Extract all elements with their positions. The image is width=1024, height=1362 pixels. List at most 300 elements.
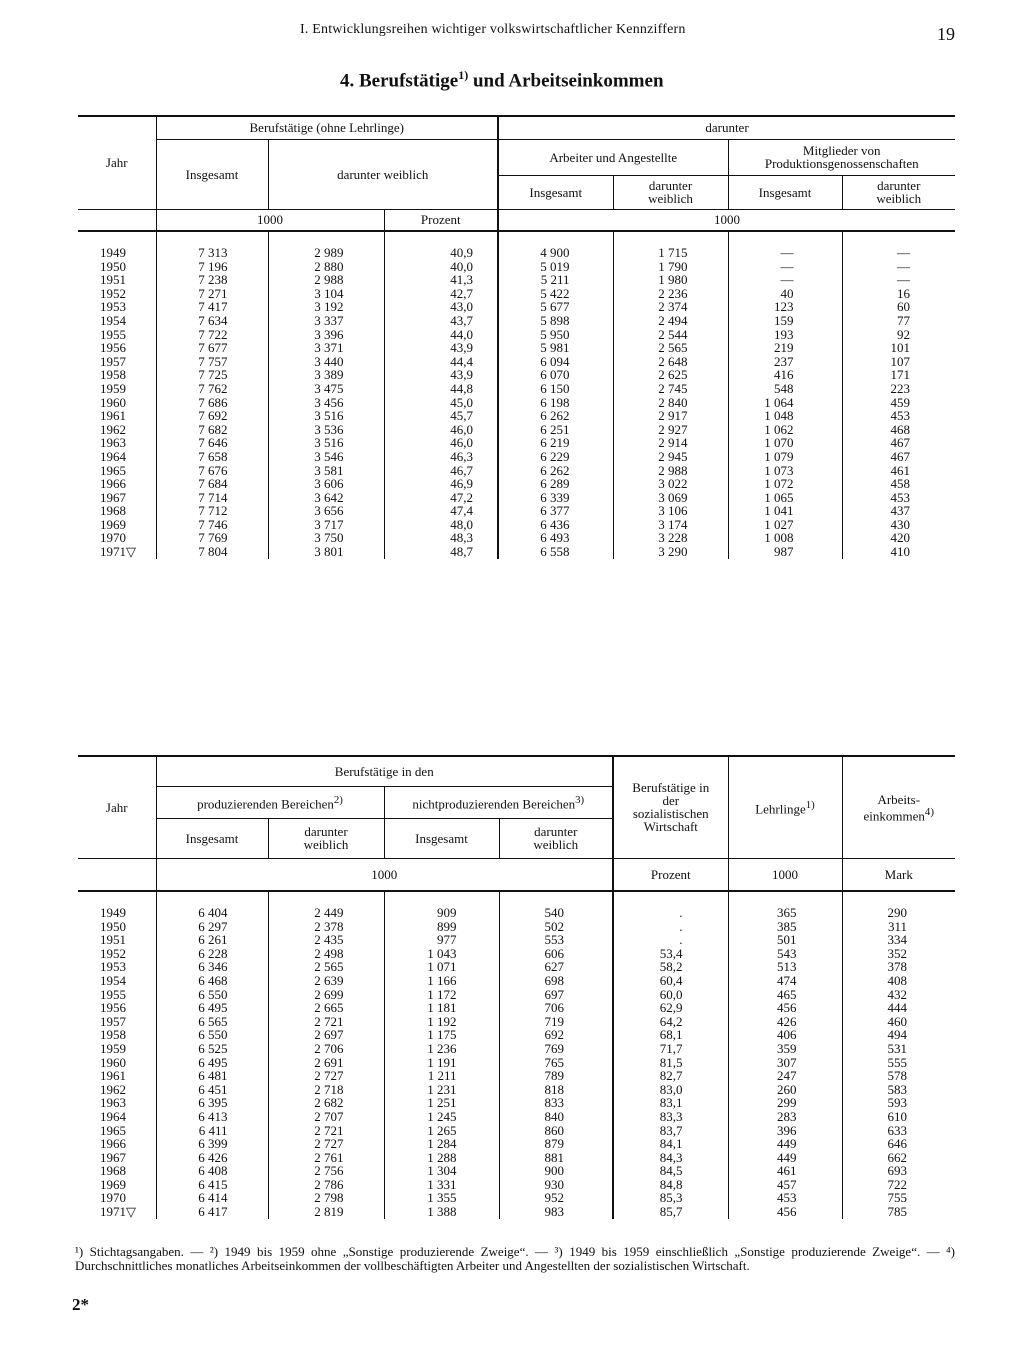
table-row	[78, 1056, 955, 1070]
year-cell: 1969	[100, 1176, 126, 1192]
value-cell: 7 757	[156, 355, 268, 369]
value-cell: 290	[842, 891, 955, 920]
table-row	[78, 1164, 955, 1178]
value-cell: 2 819	[268, 1205, 384, 1219]
year-cell: 1953	[100, 299, 126, 315]
value-cell: 41,3	[384, 273, 498, 287]
value-cell: 5 677	[498, 300, 613, 314]
value-cell: 2 544	[613, 328, 728, 342]
value-cell: 1 388	[384, 1205, 499, 1219]
year-cell: 1967	[100, 489, 126, 505]
value-cell: 2 989	[268, 231, 384, 260]
table-row	[78, 491, 955, 505]
value-cell: 6 558	[498, 545, 613, 559]
value-cell: —	[728, 273, 842, 287]
value-cell: 460	[842, 1015, 955, 1029]
value-cell: 1 211	[384, 1069, 499, 1083]
table-row	[78, 287, 955, 301]
unit-1000: 1000	[156, 858, 613, 891]
value-cell: 7 313	[156, 231, 268, 260]
value-cell: 449	[728, 1151, 842, 1165]
value-cell: 1 175	[384, 1028, 499, 1042]
value-cell: 43,0	[384, 300, 498, 314]
value-cell: 1 027	[728, 518, 842, 532]
value-cell: 6 297	[156, 920, 268, 934]
value-cell: 693	[842, 1164, 955, 1178]
col-aa-weiblich: darunter weiblich	[613, 175, 728, 209]
value-cell: 171	[842, 368, 955, 382]
col-produzierend	[156, 786, 384, 818]
value-cell: 785	[842, 1205, 955, 1219]
value-cell: 7 712	[156, 504, 268, 518]
value-cell: 85,7	[613, 1205, 728, 1219]
value-cell: 1 070	[728, 436, 842, 450]
col-berufstaetige: Berufstätige (ohne Lehrlinge)	[156, 116, 498, 139]
col-nprod-insgesamt: Insgesamt	[384, 818, 499, 858]
value-cell: 2 665	[268, 1001, 384, 1015]
value-cell: 6 070	[498, 368, 613, 382]
value-cell: 1 065	[728, 491, 842, 505]
value-cell: 45,0	[384, 396, 498, 410]
value-cell: 7 677	[156, 341, 268, 355]
value-cell: 219	[728, 341, 842, 355]
year-cell: 1966	[100, 1136, 126, 1152]
value-cell: 64,2	[613, 1015, 728, 1029]
value-cell: 1 251	[384, 1096, 499, 1110]
value-cell: 1 073	[728, 464, 842, 478]
value-cell: 2 236	[613, 287, 728, 301]
value-cell: 83,3	[613, 1110, 728, 1124]
value-cell: 697	[499, 988, 613, 1002]
value-cell: 42,7	[384, 287, 498, 301]
value-cell: 3 546	[268, 450, 384, 464]
value-cell: 45,7	[384, 409, 498, 423]
value-cell: 467	[842, 450, 955, 464]
col-arbeitseinkommen	[842, 756, 955, 858]
value-cell: 1 980	[613, 273, 728, 287]
value-cell: 6 261	[156, 933, 268, 947]
value-cell: 6 262	[498, 464, 613, 478]
value-cell: 879	[499, 1137, 613, 1151]
value-cell: 6 228	[156, 947, 268, 961]
year-cell: 1958	[100, 367, 126, 383]
year-cell: 1964	[100, 1108, 126, 1124]
value-cell: 543	[728, 947, 842, 961]
value-cell: 82,7	[613, 1069, 728, 1083]
table-row	[78, 1110, 955, 1124]
year-cell: 1962	[100, 421, 126, 437]
value-cell: 83,0	[613, 1083, 728, 1097]
title-rest: und Arbeitseinkommen	[468, 70, 664, 92]
value-cell: 365	[728, 891, 842, 920]
value-cell: 3 337	[268, 314, 384, 328]
value-cell: 449	[728, 1137, 842, 1151]
value-cell: 68,1	[613, 1028, 728, 1042]
value-cell: 83,7	[613, 1124, 728, 1138]
value-cell: 40,0	[384, 260, 498, 274]
value-cell: 7 676	[156, 464, 268, 478]
col-lehrlinge	[728, 756, 842, 858]
table-row	[78, 368, 955, 382]
value-cell: 16	[842, 287, 955, 301]
value-cell: 7 722	[156, 328, 268, 342]
value-cell: 2 494	[613, 314, 728, 328]
value-cell: 7 686	[156, 396, 268, 410]
col-prod-insgesamt: Insgesamt	[156, 818, 268, 858]
value-cell: 299	[728, 1096, 842, 1110]
value-cell: 48,7	[384, 545, 498, 559]
year-cell: 1953	[100, 959, 126, 975]
value-cell: 610	[842, 1110, 955, 1124]
table-row	[78, 1083, 955, 1097]
value-cell: 2 718	[268, 1083, 384, 1097]
value-cell: 2 374	[613, 300, 728, 314]
table-row	[78, 504, 955, 518]
year-cell: 1965	[100, 1122, 126, 1138]
value-cell: 2 639	[268, 974, 384, 988]
table-row	[78, 1001, 955, 1015]
value-cell: 123	[728, 300, 842, 314]
value-cell: 662	[842, 1151, 955, 1165]
col-weiblich: darunter weiblich	[268, 139, 498, 209]
title-main: 4. Berufstätige	[340, 70, 459, 92]
value-cell: 3 750	[268, 531, 384, 545]
value-cell: 2 706	[268, 1042, 384, 1056]
value-cell: 1 355	[384, 1191, 499, 1205]
value-cell: 6 565	[156, 1015, 268, 1029]
value-cell: 2 727	[268, 1069, 384, 1083]
page-number: 19	[937, 24, 955, 44]
value-cell: 47,2	[384, 491, 498, 505]
value-cell: 468	[842, 423, 955, 437]
value-cell: 467	[842, 436, 955, 450]
value-cell: 2 988	[613, 464, 728, 478]
value-cell: —	[842, 273, 955, 287]
year-cell: 1951	[100, 932, 126, 948]
value-cell: 646	[842, 1137, 955, 1151]
year-cell: 1965	[100, 462, 126, 478]
col-pg-weiblich: darunter weiblich	[842, 175, 955, 209]
value-cell: 3 069	[613, 491, 728, 505]
year-cell: 1957	[100, 1013, 126, 1029]
table-row	[78, 1069, 955, 1083]
table-row	[78, 382, 955, 396]
value-cell: 237	[728, 355, 842, 369]
value-cell: 385	[728, 920, 842, 934]
table-row	[78, 933, 955, 947]
value-cell: 6 495	[156, 1001, 268, 1015]
year-cell: 1952	[100, 285, 126, 301]
value-cell: 1 166	[384, 974, 499, 988]
value-cell: 2 914	[613, 436, 728, 450]
value-cell: 46,7	[384, 464, 498, 478]
value-cell: 7 746	[156, 518, 268, 532]
value-cell: 456	[728, 1001, 842, 1015]
value-cell: 1 191	[384, 1056, 499, 1070]
value-cell: 453	[728, 1191, 842, 1205]
value-cell: 3 290	[613, 545, 728, 559]
table-row	[78, 341, 955, 355]
value-cell: 458	[842, 477, 955, 491]
value-cell: 7 769	[156, 531, 268, 545]
value-cell: 453	[842, 491, 955, 505]
value-cell: 6 481	[156, 1069, 268, 1083]
value-cell: 6 289	[498, 477, 613, 491]
value-cell: 7 196	[156, 260, 268, 274]
year-cell: 1950	[100, 258, 126, 274]
value-cell: 84,8	[613, 1178, 728, 1192]
value-cell: 247	[728, 1069, 842, 1083]
table-row	[78, 1205, 955, 1219]
value-cell: 2 648	[613, 355, 728, 369]
value-cell: 84,5	[613, 1164, 728, 1178]
table-row	[78, 300, 955, 314]
value-cell: 44,8	[384, 382, 498, 396]
col-nichtproduzierend	[384, 786, 613, 818]
year-cell: 1960	[100, 1054, 126, 1070]
unit-1000: 1000	[156, 209, 384, 231]
value-cell: 5 422	[498, 287, 613, 301]
year-cell: 1954	[100, 312, 126, 328]
value-cell: 2 840	[613, 396, 728, 410]
year-cell: 1971▽	[100, 544, 136, 560]
value-cell: 48,0	[384, 518, 498, 532]
value-cell: 6 395	[156, 1096, 268, 1110]
col-jahr: Jahr	[78, 756, 156, 858]
value-cell: 987	[728, 545, 842, 559]
value-cell: 6 377	[498, 504, 613, 518]
value-cell: 1 288	[384, 1151, 499, 1165]
nichtproduzierend-label: nichtproduzierenden Bereichen	[412, 796, 576, 812]
value-cell: 92	[842, 328, 955, 342]
value-cell: 2 880	[268, 260, 384, 274]
year-cell: 1967	[100, 1149, 126, 1165]
table-row	[78, 1191, 955, 1205]
table-row	[78, 1028, 955, 1042]
value-cell: 40	[728, 287, 842, 301]
col-insgesamt: Insgesamt	[156, 139, 268, 209]
value-cell: 494	[842, 1028, 955, 1042]
value-cell: 3 581	[268, 464, 384, 478]
value-cell: 223	[842, 382, 955, 396]
table-row	[78, 1151, 955, 1165]
page-title	[340, 68, 664, 92]
value-cell: 1 064	[728, 396, 842, 410]
value-cell: 1 236	[384, 1042, 499, 1056]
value-cell: 593	[842, 1096, 955, 1110]
value-cell: 311	[842, 920, 955, 934]
table-row	[78, 518, 955, 532]
unit-1000: 1000	[728, 858, 842, 891]
value-cell: 3 642	[268, 491, 384, 505]
value-cell: 2 435	[268, 933, 384, 947]
value-cell: 3 656	[268, 504, 384, 518]
col-arbeiter-angestellte: Arbeiter und Angestellte	[498, 139, 728, 175]
value-cell: 7 714	[156, 491, 268, 505]
year-cell: 1968	[100, 503, 126, 519]
value-cell: 2 707	[268, 1110, 384, 1124]
value-cell: 7 658	[156, 450, 268, 464]
value-cell: 1 304	[384, 1164, 499, 1178]
value-cell: 5 019	[498, 260, 613, 274]
value-cell: 555	[842, 1056, 955, 1070]
value-cell: 461	[842, 464, 955, 478]
value-cell: 408	[842, 974, 955, 988]
value-cell: 2 927	[613, 423, 728, 437]
value-cell: 833	[499, 1096, 613, 1110]
produzierend-label: produzierenden Bereichen	[197, 796, 334, 812]
value-cell: 43,9	[384, 341, 498, 355]
value-cell: 3 717	[268, 518, 384, 532]
value-cell: 6 262	[498, 409, 613, 423]
value-cell: 6 411	[156, 1124, 268, 1138]
value-cell: 47,4	[384, 504, 498, 518]
value-cell: —	[842, 231, 955, 260]
table-row	[78, 396, 955, 410]
value-cell: 2 988	[268, 273, 384, 287]
year-cell: 1963	[100, 1095, 126, 1111]
value-cell: 540	[499, 891, 613, 920]
value-cell: 7 725	[156, 368, 268, 382]
year-cell: 1961	[100, 408, 126, 424]
value-cell: 531	[842, 1042, 955, 1056]
einkommen-label: Arbeits-einkommen	[863, 791, 925, 823]
value-cell: 44,0	[384, 328, 498, 342]
value-cell: 818	[499, 1083, 613, 1097]
table-row	[78, 974, 955, 988]
value-cell: 7 762	[156, 382, 268, 396]
year-cell: 1959	[100, 1040, 126, 1056]
value-cell: 930	[499, 1178, 613, 1192]
value-cell: 3 106	[613, 504, 728, 518]
value-cell: 2 565	[268, 960, 384, 974]
value-cell: 1 172	[384, 988, 499, 1002]
value-cell: 606	[499, 947, 613, 961]
footnote-mark: 3)	[575, 793, 585, 806]
value-cell: 7 271	[156, 287, 268, 301]
year-cell: 1963	[100, 435, 126, 451]
value-cell: 426	[728, 1015, 842, 1029]
value-cell: 456	[728, 1205, 842, 1219]
table-row	[78, 947, 955, 961]
value-cell: 6 346	[156, 960, 268, 974]
value-cell: 1 079	[728, 450, 842, 464]
value-cell: 502	[499, 920, 613, 934]
col-berufstaetige-in-den: Berufstätige in den	[156, 756, 613, 786]
value-cell: 1 245	[384, 1110, 499, 1124]
year-cell: 1966	[100, 476, 126, 492]
value-cell: 1 072	[728, 477, 842, 491]
table-row	[78, 1096, 955, 1110]
year-cell: 1961	[100, 1068, 126, 1084]
value-cell: 633	[842, 1124, 955, 1138]
value-cell: 7 692	[156, 409, 268, 423]
value-cell: 48,3	[384, 531, 498, 545]
value-cell: 5 898	[498, 314, 613, 328]
value-cell: 501	[728, 933, 842, 947]
col-jahr: Jahr	[78, 116, 156, 209]
value-cell: 432	[842, 988, 955, 1002]
value-cell: 1 192	[384, 1015, 499, 1029]
value-cell: 3 192	[268, 300, 384, 314]
col-darunter: darunter	[498, 116, 955, 139]
col-sozialistische-wirtschaft: Berufstätige in der sozialistischen Wirtschaft	[613, 756, 728, 858]
col-pg-insgesamt: Insgesamt	[728, 175, 842, 209]
value-cell: 85,3	[613, 1191, 728, 1205]
table-row	[78, 355, 955, 369]
table-row	[78, 328, 955, 342]
value-cell: —	[728, 231, 842, 260]
value-cell: 62,9	[613, 1001, 728, 1015]
value-cell: 2 917	[613, 409, 728, 423]
value-cell: .	[613, 920, 728, 934]
value-cell: 193	[728, 328, 842, 342]
value-cell: 2 449	[268, 891, 384, 920]
value-cell: 46,0	[384, 423, 498, 437]
table-row	[78, 477, 955, 491]
table-row	[78, 988, 955, 1002]
value-cell: 6 408	[156, 1164, 268, 1178]
value-cell: 3 516	[268, 436, 384, 450]
value-cell: 627	[499, 960, 613, 974]
year-cell: 1949	[100, 905, 126, 920]
col-prod-weiblich: darunter weiblich	[268, 818, 384, 858]
value-cell: 840	[499, 1110, 613, 1124]
value-cell: 46,9	[384, 477, 498, 491]
value-cell: 1 715	[613, 231, 728, 260]
value-cell: 71,7	[613, 1042, 728, 1056]
year-cell: 1956	[100, 340, 126, 356]
value-cell: 359	[728, 1042, 842, 1056]
value-cell: 459	[842, 396, 955, 410]
signature-mark: 2*	[72, 1295, 89, 1314]
value-cell: 6 493	[498, 531, 613, 545]
value-cell: 43,7	[384, 314, 498, 328]
value-cell: 2 721	[268, 1124, 384, 1138]
value-cell: 706	[499, 1001, 613, 1015]
value-cell: 553	[499, 933, 613, 947]
value-cell: 43,9	[384, 368, 498, 382]
value-cell: 3 396	[268, 328, 384, 342]
footnote-mark: 4)	[924, 805, 934, 818]
value-cell: 453	[842, 409, 955, 423]
value-cell: .	[613, 891, 728, 920]
table-row	[78, 960, 955, 974]
value-cell: 60	[842, 300, 955, 314]
value-cell: 1 790	[613, 260, 728, 274]
value-cell: 789	[499, 1069, 613, 1083]
value-cell: 6 198	[498, 396, 613, 410]
value-cell: 2 727	[268, 1137, 384, 1151]
title-footnote-mark: 1)	[458, 68, 469, 82]
value-cell: 44,4	[384, 355, 498, 369]
value-cell: 7 634	[156, 314, 268, 328]
value-cell: 1 331	[384, 1178, 499, 1192]
value-cell: 3 475	[268, 382, 384, 396]
year-cell: 1962	[100, 1081, 126, 1097]
value-cell: .	[613, 933, 728, 947]
value-cell: 3 440	[268, 355, 384, 369]
value-cell: 5 981	[498, 341, 613, 355]
col-mitglieder: Mitglieder von Produktionsgenossenschaften	[728, 139, 955, 175]
col-aa-insgesamt: Insgesamt	[498, 175, 613, 209]
value-cell: 3 389	[268, 368, 384, 382]
value-cell: 6 550	[156, 1028, 268, 1042]
value-cell: 3 536	[268, 423, 384, 437]
value-cell: 983	[499, 1205, 613, 1219]
table-row	[78, 273, 955, 287]
value-cell: 3 801	[268, 545, 384, 559]
